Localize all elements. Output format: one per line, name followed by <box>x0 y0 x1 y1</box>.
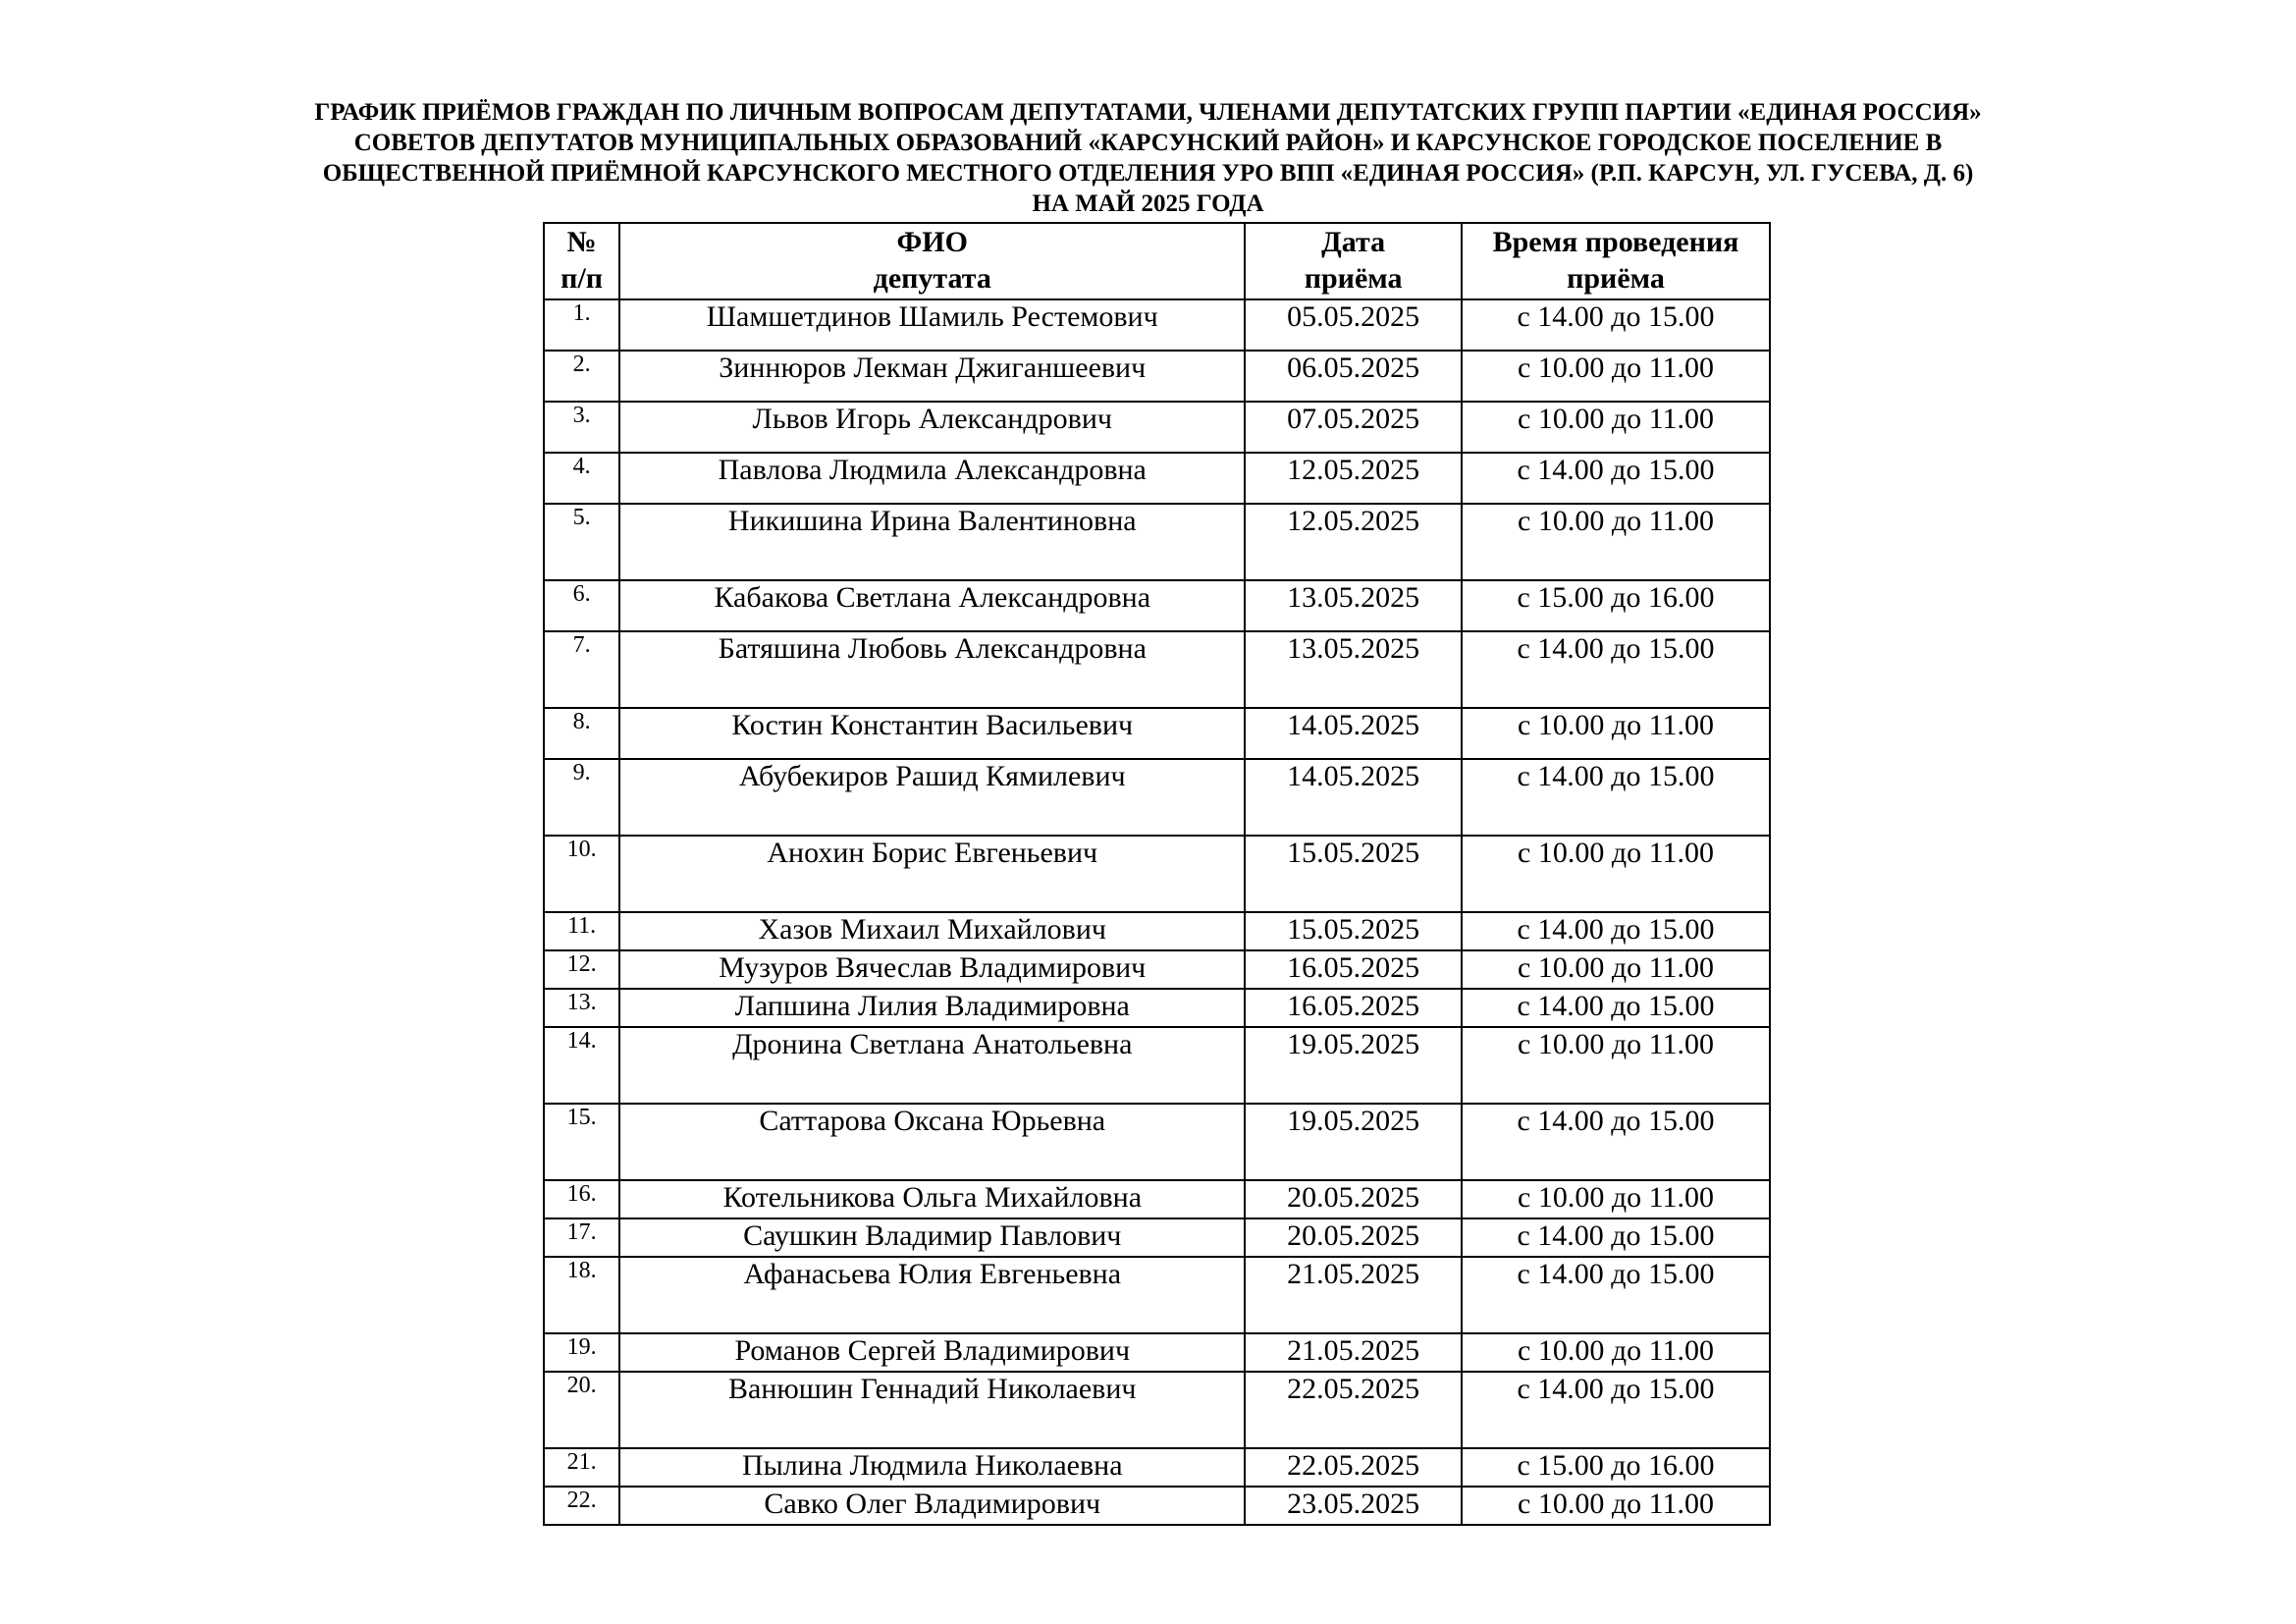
reception-time: с 14.00 до 15.00 <box>1462 299 1770 351</box>
reception-time: с 14.00 до 15.00 <box>1462 1257 1770 1333</box>
deputy-name: Батяшина Любовь Александровна <box>619 631 1245 708</box>
reception-date: 14.05.2025 <box>1245 708 1462 759</box>
col-header-date <box>1245 223 1462 299</box>
table-row <box>544 1218 1770 1257</box>
deputy-name: Савко Олег Владимирович <box>619 1487 1245 1525</box>
deputy-name: Костин Константин Васильевич <box>619 708 1245 759</box>
reception-time: с 10.00 до 11.00 <box>1462 402 1770 453</box>
schedule-table <box>543 222 1771 1526</box>
row-number: 8. <box>544 708 619 759</box>
table-row <box>544 912 1770 950</box>
deputy-name: Зиннюров Лекман Джиганшеевич <box>619 351 1245 402</box>
reception-time: с 14.00 до 15.00 <box>1462 759 1770 836</box>
deputy-name: Дронина Светлана Анатольевна <box>619 1027 1245 1104</box>
table-row <box>544 631 1770 708</box>
table-row <box>544 836 1770 912</box>
reception-date: 15.05.2025 <box>1245 912 1462 950</box>
table-row <box>544 1180 1770 1218</box>
reception-time: с 14.00 до 15.00 <box>1462 989 1770 1027</box>
row-number: 20. <box>544 1372 619 1448</box>
col-header-time-line1: Время проведения <box>1492 226 1739 258</box>
row-number: 15. <box>544 1104 619 1180</box>
row-number: 16. <box>544 1180 619 1218</box>
col-header-name <box>619 223 1245 299</box>
row-number: 7. <box>544 631 619 708</box>
reception-time: с 10.00 до 11.00 <box>1462 1487 1770 1525</box>
reception-date: 05.05.2025 <box>1245 299 1462 351</box>
title-line-3: ОБЩЕСТВЕННОЙ ПРИЁМНОЙ КАРСУНСКОГО МЕСТНОГО ОТДЕЛЕНИЯ УРО ВПП «ЕДИНАЯ РОССИЯ» (Р.П. КАРСУН, УЛ. ГУСЕВА, Д. 6) <box>322 160 1974 187</box>
col-header-name-line2: депутата <box>873 262 991 295</box>
row-number: 10. <box>544 836 619 912</box>
title-line-2: СОВЕТОВ ДЕПУТАТОВ МУНИЦИПАЛЬНЫХ ОБРАЗОВАНИЙ «КАРСУНСКИЙ РАЙОН» И КАРСУНСКОЕ ГОРОДСКОЕ ПОСЕЛЕНИЕ В <box>353 130 1943 156</box>
deputy-name: Никишина Ирина Валентиновна <box>619 504 1245 580</box>
row-number: 21. <box>544 1448 619 1487</box>
deputy-name: Романов Сергей Владимирович <box>619 1333 1245 1372</box>
row-number: 17. <box>544 1218 619 1257</box>
table-row <box>544 759 1770 836</box>
reception-date: 21.05.2025 <box>1245 1333 1462 1372</box>
table-row <box>544 453 1770 504</box>
deputy-name: Павлова Людмила Александровна <box>619 453 1245 504</box>
table-row <box>544 950 1770 989</box>
reception-time: с 10.00 до 11.00 <box>1462 950 1770 989</box>
reception-date: 16.05.2025 <box>1245 950 1462 989</box>
table-row <box>544 402 1770 453</box>
row-number: 3. <box>544 402 619 453</box>
row-number: 5. <box>544 504 619 580</box>
reception-date: 19.05.2025 <box>1245 1104 1462 1180</box>
reception-time: с 14.00 до 15.00 <box>1462 453 1770 504</box>
reception-date: 13.05.2025 <box>1245 631 1462 708</box>
table-row <box>544 1372 1770 1448</box>
col-header-number <box>544 223 619 299</box>
deputy-name: Лапшина Лилия Владимировна <box>619 989 1245 1027</box>
table-row <box>544 1104 1770 1180</box>
deputy-name: Саттарова Оксана Юрьевна <box>619 1104 1245 1180</box>
reception-date: 15.05.2025 <box>1245 836 1462 912</box>
row-number: 6. <box>544 580 619 631</box>
reception-date: 20.05.2025 <box>1245 1218 1462 1257</box>
row-number: 4. <box>544 453 619 504</box>
row-number: 11. <box>544 912 619 950</box>
deputy-name: Кабакова Светлана Александровна <box>619 580 1245 631</box>
deputy-name: Абубекиров Рашид Кямилевич <box>619 759 1245 836</box>
table-row <box>544 504 1770 580</box>
row-number: 22. <box>544 1487 619 1525</box>
reception-date: 22.05.2025 <box>1245 1448 1462 1487</box>
deputy-name: Шамшетдинов Шамиль Рестемович <box>619 299 1245 351</box>
table-header-row <box>544 223 1770 299</box>
reception-time: с 10.00 до 11.00 <box>1462 351 1770 402</box>
table-row <box>544 1487 1770 1525</box>
table-row <box>544 1333 1770 1372</box>
table-row <box>544 351 1770 402</box>
col-header-time <box>1462 223 1770 299</box>
reception-date: 07.05.2025 <box>1245 402 1462 453</box>
deputy-name: Хазов Михаил Михайлович <box>619 912 1245 950</box>
reception-date: 23.05.2025 <box>1245 1487 1462 1525</box>
table-row <box>544 299 1770 351</box>
row-number: 19. <box>544 1333 619 1372</box>
col-header-time-line2: приёма <box>1567 262 1665 295</box>
col-header-date-line2: приёма <box>1304 262 1403 295</box>
reception-date: 20.05.2025 <box>1245 1180 1462 1218</box>
title-line-1: ГРАФИК ПРИЁМОВ ГРАЖДАН ПО ЛИЧНЫМ ВОПРОСАМ ДЕПУТАТАМИ, ЧЛЕНАМИ ДЕПУТАТСКИХ ГРУПП ПАРТИИ «ЕДИНАЯ РОССИЯ» <box>314 99 1982 126</box>
reception-time: с 10.00 до 11.00 <box>1462 1180 1770 1218</box>
deputy-name: Анохин Борис Евгеньевич <box>619 836 1245 912</box>
row-number: 9. <box>544 759 619 836</box>
reception-time: с 10.00 до 11.00 <box>1462 1333 1770 1372</box>
deputy-name: Котельникова Ольга Михайловна <box>619 1180 1245 1218</box>
reception-time: с 14.00 до 15.00 <box>1462 912 1770 950</box>
document-title <box>0 97 2296 219</box>
reception-time: с 15.00 до 16.00 <box>1462 1448 1770 1487</box>
reception-time: с 14.00 до 15.00 <box>1462 1372 1770 1448</box>
col-header-date-line1: Дата <box>1321 226 1386 258</box>
reception-date: 22.05.2025 <box>1245 1372 1462 1448</box>
deputy-name: Музуров Вячеслав Владимирович <box>619 950 1245 989</box>
table-row <box>544 708 1770 759</box>
reception-date: 12.05.2025 <box>1245 504 1462 580</box>
table-row <box>544 989 1770 1027</box>
reception-date: 16.05.2025 <box>1245 989 1462 1027</box>
table-row <box>544 1027 1770 1104</box>
row-number: 12. <box>544 950 619 989</box>
row-number: 2. <box>544 351 619 402</box>
table-row <box>544 1257 1770 1333</box>
row-number: 1. <box>544 299 619 351</box>
deputy-name: Афанасьева Юлия Евгеньевна <box>619 1257 1245 1333</box>
reception-time: с 10.00 до 11.00 <box>1462 708 1770 759</box>
reception-date: 06.05.2025 <box>1245 351 1462 402</box>
reception-time: с 10.00 до 11.00 <box>1462 836 1770 912</box>
deputy-name: Львов Игорь Александрович <box>619 402 1245 453</box>
col-header-name-line1: ФИО <box>896 226 968 258</box>
col-header-number-line2: п/п <box>561 262 604 295</box>
reception-date: 14.05.2025 <box>1245 759 1462 836</box>
table-row <box>544 1448 1770 1487</box>
deputy-name: Ванюшин Геннадий Николаевич <box>619 1372 1245 1448</box>
reception-time: с 14.00 до 15.00 <box>1462 1104 1770 1180</box>
row-number: 14. <box>544 1027 619 1104</box>
title-line-4: НА МАЙ 2025 ГОДА <box>1032 190 1264 217</box>
reception-date: 12.05.2025 <box>1245 453 1462 504</box>
reception-time: с 14.00 до 15.00 <box>1462 631 1770 708</box>
deputy-name: Саушкин Владимир Павлович <box>619 1218 1245 1257</box>
row-number: 18. <box>544 1257 619 1333</box>
table-row <box>544 580 1770 631</box>
reception-date: 13.05.2025 <box>1245 580 1462 631</box>
deputy-name: Пылина Людмила Николаевна <box>619 1448 1245 1487</box>
reception-time: с 15.00 до 16.00 <box>1462 580 1770 631</box>
reception-time: с 14.00 до 15.00 <box>1462 1218 1770 1257</box>
reception-time: с 10.00 до 11.00 <box>1462 504 1770 580</box>
reception-date: 19.05.2025 <box>1245 1027 1462 1104</box>
reception-date: 21.05.2025 <box>1245 1257 1462 1333</box>
row-number: 13. <box>544 989 619 1027</box>
col-header-number-line1: № <box>566 226 597 258</box>
reception-time: с 10.00 до 11.00 <box>1462 1027 1770 1104</box>
